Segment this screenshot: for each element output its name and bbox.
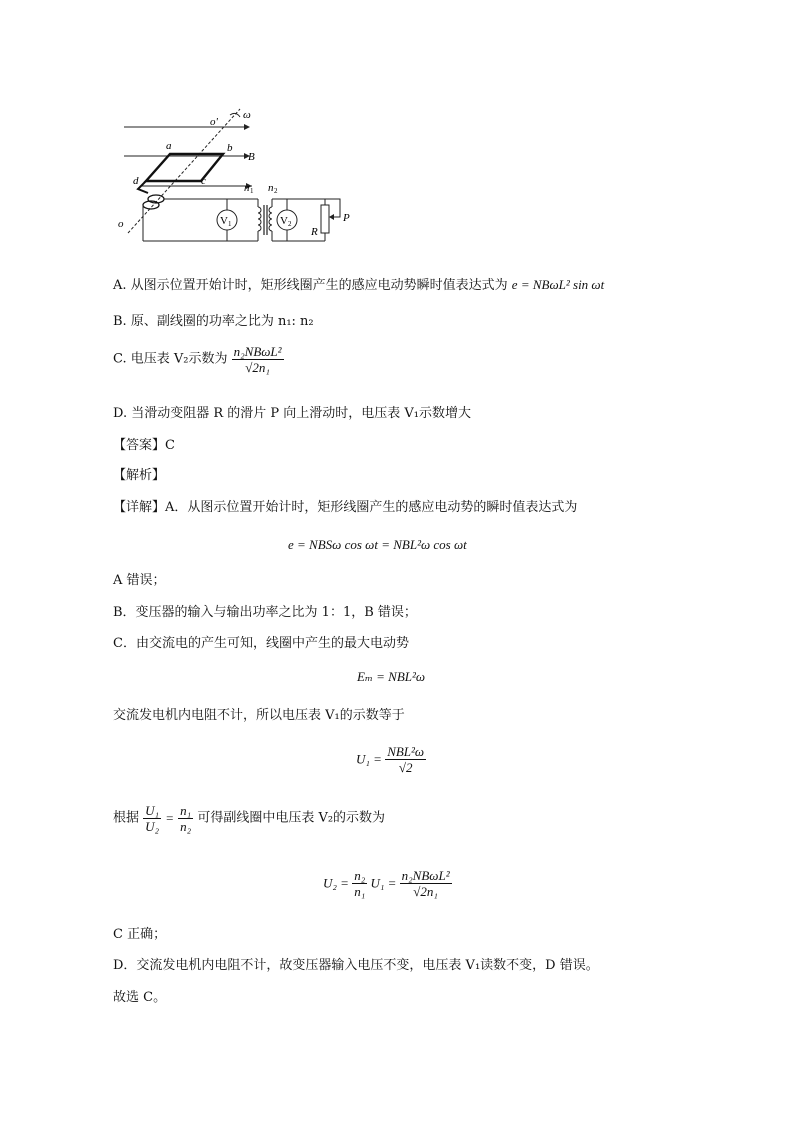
ratio-u2: U₂ xyxy=(145,819,160,834)
rectangular-coil xyxy=(146,154,223,181)
label-o-prime: o' xyxy=(210,116,218,128)
option-a-formula: e = NBωL² sin ωt xyxy=(511,277,605,292)
detail-ratio-line xyxy=(113,803,385,834)
generator-transformer-diagram xyxy=(110,105,370,245)
eq4-f2-denominator: √2n₁ xyxy=(413,884,438,899)
detail-d-line: D．交流发电机内电阻不计，故变压器输入电压不变，电压表 V₁读数不变，D 错误。 xyxy=(113,958,599,973)
answer-line xyxy=(113,437,175,455)
ratio-fraction-n xyxy=(178,803,193,834)
option-c xyxy=(113,344,284,375)
equation-u2 xyxy=(323,868,452,899)
eq4-lhs: U₂ = xyxy=(323,875,349,891)
label-d: d xyxy=(133,175,139,187)
eq4-f1-numerator: n₂ xyxy=(354,868,366,883)
primary-coil xyxy=(258,207,261,231)
option-c-denominator: √2n₁ xyxy=(245,360,270,375)
detail-b-line: B．变压器的输入与输出功率之比为 1：1，B 错误； xyxy=(113,605,417,620)
option-b-text: B. 原、副线圈的功率之比为 n₁: n₂ xyxy=(113,314,314,329)
v1-label: V xyxy=(220,215,228,227)
option-c-text: C. 电压表 V₂示数为 xyxy=(113,351,228,367)
eq3-lhs: U₁ = xyxy=(356,751,382,767)
conclusion: 故选 C。 xyxy=(113,990,167,1005)
eq4-f1-denominator: n₁ xyxy=(354,884,366,899)
eq3-fraction xyxy=(385,744,426,775)
label-omega: ω xyxy=(243,109,251,121)
detail-a-wrong: A 错误； xyxy=(113,573,166,588)
option-c-fraction xyxy=(232,344,284,375)
detail-c-correct: C 正确； xyxy=(113,927,167,942)
label-a: a xyxy=(166,140,172,152)
option-b xyxy=(113,313,314,331)
equation-emf-instant: e = NBSω cos ωt = NBL²ω cos ωt xyxy=(288,537,467,552)
eq4-mid: U₁ = xyxy=(370,875,397,891)
eq4-f2-numerator: n₂NBωL² xyxy=(401,868,450,883)
secondary-coil xyxy=(269,207,272,231)
label-n2: n xyxy=(268,182,274,194)
v1-subscript: 1 xyxy=(228,220,232,228)
eq3-denominator: √2 xyxy=(398,760,413,775)
ratio-n1: n₁ xyxy=(180,803,192,818)
label-c: c xyxy=(201,175,206,187)
label-P: P xyxy=(343,212,350,224)
answer-label: 【答案】 xyxy=(113,438,166,453)
slider-p xyxy=(329,214,334,220)
detail-a-intro: 【详解】A．从图示位置开始计时，矩形线圈产生的感应电动势的瞬时值表达式为 xyxy=(113,500,578,515)
label-n2-sub: 2 xyxy=(274,187,278,195)
rheostat xyxy=(321,205,329,233)
label-n1-sub: 1 xyxy=(250,187,254,195)
ratio-prefix: 根据 xyxy=(113,810,140,826)
v2-label: V xyxy=(280,215,288,227)
label-n1: n xyxy=(244,182,250,194)
option-a xyxy=(113,276,604,295)
ratio-equals: = xyxy=(165,810,174,826)
detail-c-intro: C．由交流电的产生可知，线圈中产生的最大电动势 xyxy=(113,636,409,651)
eq4-fraction-2 xyxy=(400,868,452,899)
ratio-n2: n₂ xyxy=(180,819,192,834)
equation-u1 xyxy=(356,744,426,775)
v2-subscript: 2 xyxy=(288,220,292,228)
detail-v1-line: 交流发电机内电阻不计，所以电压表 V₁的示数等于 xyxy=(113,708,405,723)
label-b: b xyxy=(227,142,233,154)
eq3-numerator: NBL²ω xyxy=(387,744,425,759)
option-d-text: D. 当滑动变阻器 R 的滑片 P 向上滑动时，电压表 V₁示数增大 xyxy=(113,406,472,421)
ratio-fraction-u xyxy=(143,803,161,834)
eq4-fraction-1 xyxy=(352,868,367,899)
label-B: B xyxy=(248,151,255,163)
label-o: o xyxy=(118,218,124,230)
analysis-label: 【解析】 xyxy=(113,468,166,483)
equation-max-emf: Eₘ = NBL²ω xyxy=(357,669,426,684)
label-R: R xyxy=(311,226,318,238)
option-a-text: A. 从图示位置开始计时，矩形线圈产生的感应电动势瞬时值表达式为 xyxy=(113,278,508,293)
option-d xyxy=(113,405,471,423)
ratio-suffix: 可得副线圈中电压表 V₂的示数为 xyxy=(197,810,386,826)
option-c-numerator: n₂NBωL² xyxy=(233,344,282,359)
ratio-u1: U₁ xyxy=(145,803,160,818)
answer-value: C xyxy=(165,438,175,453)
